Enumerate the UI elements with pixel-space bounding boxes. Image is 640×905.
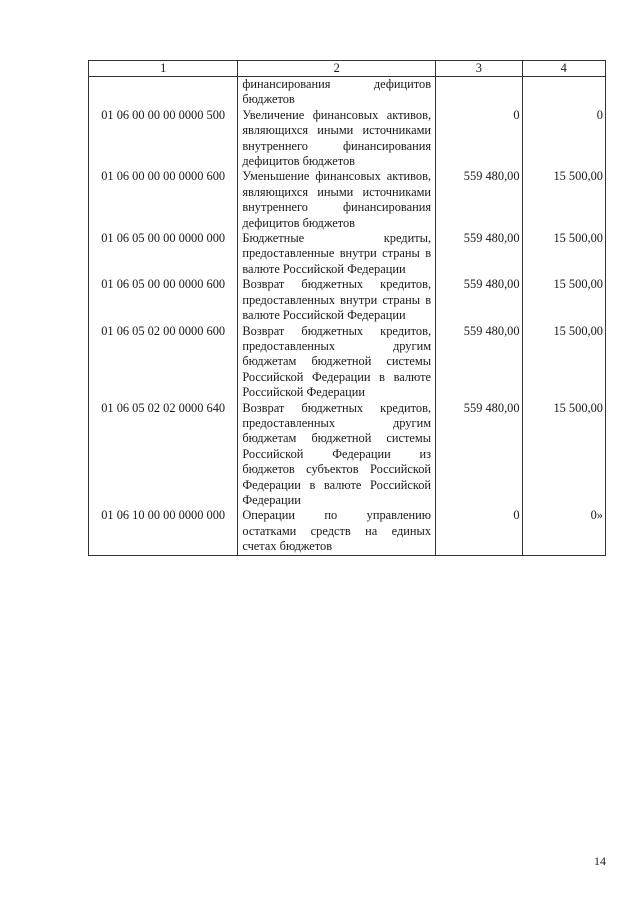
column-header-1: 1 <box>89 61 238 77</box>
amount-col4: 15 500,00 <box>522 231 605 277</box>
amount-col3: 559 480,00 <box>436 231 523 277</box>
column-header-3: 3 <box>436 61 523 77</box>
amount-col4: 15 500,00 <box>522 169 605 231</box>
item-name: финансирования дефицитов бюджетов <box>238 77 436 108</box>
table-header-row <box>89 61 606 77</box>
table-row <box>89 169 606 231</box>
amount-col4 <box>522 77 605 108</box>
item-name: Операции по управлению остатками средств на единых счетах бюджетов <box>238 508 436 555</box>
table-row <box>89 508 606 555</box>
item-name: Бюджетные кредиты, предоставленные внутри страны в валюте Российской Федерации <box>238 231 436 277</box>
amount-col3: 0 <box>436 508 523 555</box>
budget-code: 01 06 05 02 00 0000 600 <box>89 324 238 401</box>
column-header-2: 2 <box>238 61 436 77</box>
budget-code: 01 06 05 00 00 0000 600 <box>89 277 238 323</box>
table-row <box>89 77 606 108</box>
item-name: Возврат бюджетных кредитов, предоставленных другим бюджетам бюджетной системы Российской Федерации из бюджетов субъектов Российской Федерации в валюте Российской Федерации <box>238 401 436 509</box>
budget-code <box>89 77 238 108</box>
amount-col4: 0» <box>522 508 605 555</box>
budget-code: 01 06 10 00 00 0000 000 <box>89 508 238 555</box>
amount-col3 <box>436 77 523 108</box>
table-row <box>89 231 606 277</box>
budget-code: 01 06 05 02 02 0000 640 <box>89 401 238 509</box>
amount-col4: 15 500,00 <box>522 401 605 509</box>
amount-col4: 0 <box>522 108 605 170</box>
budget-code: 01 06 00 00 00 0000 500 <box>89 108 238 170</box>
amount-col3: 559 480,00 <box>436 401 523 509</box>
table-row <box>89 277 606 323</box>
budget-code: 01 06 00 00 00 0000 600 <box>89 169 238 231</box>
budget-table <box>88 60 606 556</box>
page-number: 14 <box>594 854 606 868</box>
amount-col3: 0 <box>436 108 523 170</box>
item-name: Возврат бюджетных кредитов, предоставленных внутри страны в валюте Российской Федерации <box>238 277 436 323</box>
amount-col4: 15 500,00 <box>522 277 605 323</box>
table-row <box>89 401 606 509</box>
amount-col3: 559 480,00 <box>436 324 523 401</box>
amount-col3: 559 480,00 <box>436 277 523 323</box>
budget-code: 01 06 05 00 00 0000 000 <box>89 231 238 277</box>
table-row <box>89 108 606 170</box>
table-row <box>89 324 606 401</box>
amount-col4: 15 500,00 <box>522 324 605 401</box>
amount-col3: 559 480,00 <box>436 169 523 231</box>
item-name: Уменьшение финансовых активов, являющихся иными источниками внутреннего финансирования дефицитов бюджетов <box>238 169 436 231</box>
item-name: Увеличение финансовых активов, являющихся иными источниками внутреннего финансирования дефицитов бюджетов <box>238 108 436 170</box>
column-header-4: 4 <box>522 61 605 77</box>
item-name: Возврат бюджетных кредитов, предоставленных другим бюджетам бюджетной системы Российской Федерации в валюте Российской Федерации <box>238 324 436 401</box>
